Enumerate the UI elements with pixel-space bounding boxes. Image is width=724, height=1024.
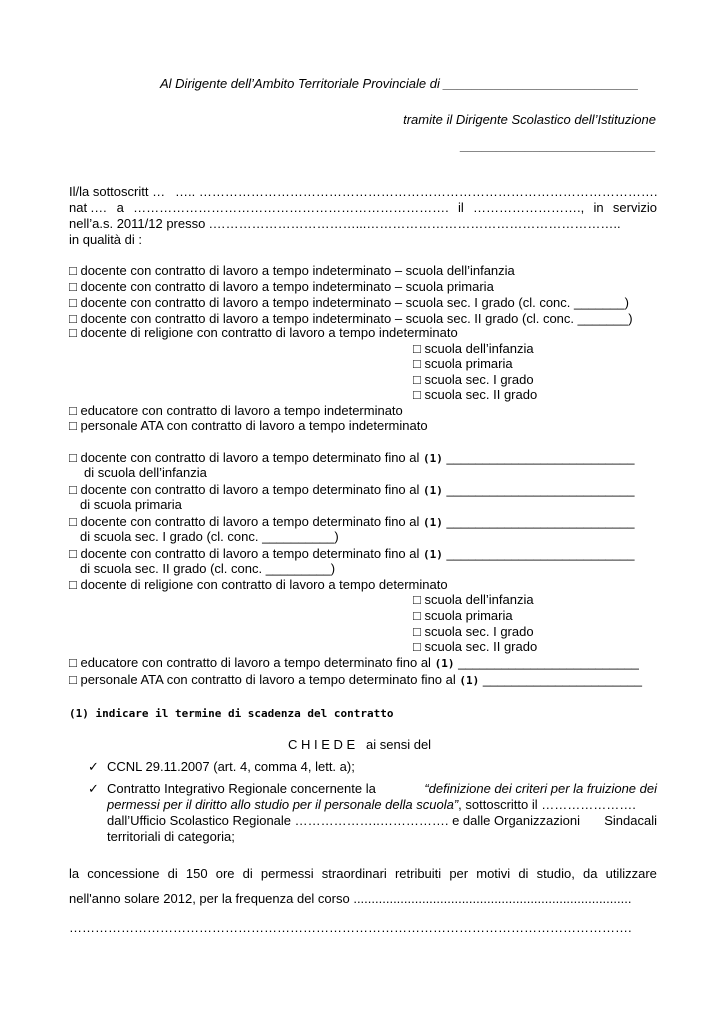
date-blank[interactable]: __________________________: [442, 482, 635, 497]
opt-indet-religione[interactable]: □ docente di religione con contratto di lavoro a tempo indeterminato: [69, 325, 458, 340]
request-word: di: [518, 866, 529, 881]
opt-det-primaria-sub: di scuola primaria: [80, 497, 182, 512]
opt-indet-infanzia[interactable]: □ docente con contratto di lavoro a tempo indeterminato – scuola dell’infanzia: [69, 263, 515, 278]
date-blank[interactable]: __________________________: [442, 450, 635, 465]
request-word: per: [449, 866, 469, 881]
religione-det-primaria[interactable]: □ scuola primaria: [413, 608, 513, 623]
date-blank[interactable]: ______________________: [479, 672, 642, 687]
contratto-line2: [107, 797, 636, 813]
contratto-1a: Contratto Integrativo Regionale concernente la: [107, 781, 376, 796]
ata-det-text: □ personale ATA con contratto di lavoro a tempo determinato fino al: [69, 672, 456, 687]
footnote-ref: (1): [423, 548, 443, 561]
request-word: straordinari: [321, 866, 387, 881]
religione-indet-sec1[interactable]: □ scuola sec. I grado: [413, 372, 534, 387]
chiede-rest: ai sensi del: [366, 737, 432, 752]
educatore-det-text: □ educatore con contratto di lavoro a tempo determinato fino al: [69, 655, 431, 670]
religione-indet-infanzia[interactable]: □ scuola dell’infanzia: [413, 341, 534, 356]
request-word: da: [583, 866, 598, 881]
religione-det-sec1[interactable]: □ scuola sec. I grado: [413, 624, 534, 639]
contratto-line3: [107, 813, 657, 829]
footnote: (1) indicare il termine di scadenza del contratto: [69, 707, 394, 720]
contratto-line1: [107, 781, 657, 797]
contratto-3b: Sindacali: [604, 813, 657, 828]
request-word: utilizzare: [605, 866, 657, 881]
request-word: la: [69, 866, 80, 881]
intro-line4: in qualità di :: [69, 232, 142, 247]
religione-indet-sec2[interactable]: □ scuola sec. II grado: [413, 387, 538, 402]
opt-indet-educatore[interactable]: □ educatore con contratto di lavoro a tempo indeterminato: [69, 403, 403, 418]
date-blank[interactable]: _________________________: [454, 655, 639, 670]
intro-il: il: [457, 200, 464, 215]
opt-det-infanzia-sub: di scuola dell’infanzia: [84, 465, 207, 480]
intro-line2: [69, 200, 657, 216]
religione-det-infanzia[interactable]: □ scuola dell’infanzia: [413, 592, 534, 607]
ccnl-line: CCNL 29.11.2007 (art. 4, comma 4, lett. a);: [107, 759, 355, 774]
date-blank[interactable]: __________________________: [442, 514, 635, 529]
footnote-ref: (1): [459, 674, 480, 687]
via-blank: ___________________________: [460, 138, 656, 153]
footnote-ref: (1): [423, 484, 443, 497]
opt-indet-sec1[interactable]: □ docente con contratto di lavoro a tempo indeterminato – scuola sec. I grado (cl. conc. _______): [69, 295, 629, 310]
date-blank[interactable]: __________________________: [442, 546, 635, 561]
opt-det-sec2-sub: di scuola sec. II grado (cl. conc. _________): [80, 561, 336, 576]
intro-line1-right: ….. …………………………………………………………………………………………….: [175, 184, 657, 199]
opt-det-prefix: □ docente con contratto di lavoro a tempo determinato fino al: [69, 450, 420, 465]
request-word: di: [167, 866, 178, 881]
request-word: 150: [185, 866, 208, 881]
check-icon: ✓: [88, 759, 99, 774]
intro-in: in: [593, 200, 604, 215]
request-word: di: [242, 866, 253, 881]
footnote-ref: (1): [434, 657, 455, 670]
contratto-2a: permessi per il diritto allo studio per il personale della scuola”: [107, 797, 459, 812]
intro-a: a: [116, 200, 124, 215]
chiede-word: C H I E D E: [288, 737, 356, 752]
opt-indet-primaria[interactable]: □ docente con contratto di lavoro a tempo indeterminato – scuola primaria: [69, 279, 494, 294]
opt-det-educatore[interactable]: [69, 655, 639, 672]
opt-indet-sec2[interactable]: □ docente con contratto di lavoro a tempo indeterminato – scuola sec. II grado (cl. conc. _______): [69, 311, 633, 326]
addressee-line: Al Dirigente dell’Ambito Territoriale Provinciale di ___________________________: [160, 76, 639, 91]
request-line2: nell'anno solare 2012, per la frequenza del corso .............................................................................: [69, 891, 632, 906]
intro-servizio: servizio: [612, 200, 657, 215]
footnote-ref: (1): [423, 516, 443, 529]
religione-indet-primaria[interactable]: □ scuola primaria: [413, 356, 513, 371]
intro-line3: nell’a.s. 2011/12 presso .……………………………...…………………………………………………..: [69, 216, 621, 231]
opt-det-prefix: □ docente con contratto di lavoro a tempo determinato fino al: [69, 546, 420, 561]
request-line1: [69, 866, 657, 882]
check-icon: ✓: [88, 781, 99, 796]
contratto-line4: territoriali di categoria;: [107, 829, 235, 844]
opt-det-ata[interactable]: [69, 672, 642, 689]
chiede-heading: [288, 737, 431, 753]
opt-det-religione[interactable]: □ docente di religione con contratto di lavoro a tempo determinato: [69, 577, 448, 592]
intro-dots-1: ……………………………………………………………….: [133, 200, 449, 215]
request-word: ore: [215, 866, 235, 881]
request-word: studio,: [536, 866, 575, 881]
request-word: motivi: [476, 866, 511, 881]
contratto-2b: , sottoscritto il ………………….: [458, 797, 636, 812]
opt-det-prefix: □ docente con contratto di lavoro a tempo determinato fino al: [69, 482, 420, 497]
request-word: retribuiti: [394, 866, 442, 881]
opt-det-prefix: □ docente con contratto di lavoro a tempo determinato fino al: [69, 514, 420, 529]
intro-dots-2: …………………….,: [473, 200, 585, 215]
request-word: concessione: [87, 866, 160, 881]
religione-det-sec2[interactable]: □ scuola sec. II grado: [413, 639, 538, 654]
contratto-1b: “definizione dei criteri per la fruizione dei: [424, 781, 657, 796]
opt-det-sec1-sub: di scuola sec. I grado (cl. conc. __________): [80, 529, 339, 544]
intro-nat: nat .…: [69, 200, 108, 215]
contratto-3a: dall’Ufficio Scolastico Regionale ………………..……………. e dalle Organizzazioni: [107, 813, 580, 828]
request-word: permessi: [260, 866, 314, 881]
footnote-ref: (1): [423, 452, 443, 465]
opt-indet-ata[interactable]: □ personale ATA con contratto di lavoro a tempo indeterminato: [69, 418, 428, 433]
via-line: tramite il Dirigente Scolastico dell’Istituzione: [403, 112, 656, 127]
request-line3: ………………………………………………………………………………………………………………….: [69, 920, 632, 935]
intro-line1-left: Il/la sottoscritt …: [69, 184, 166, 199]
